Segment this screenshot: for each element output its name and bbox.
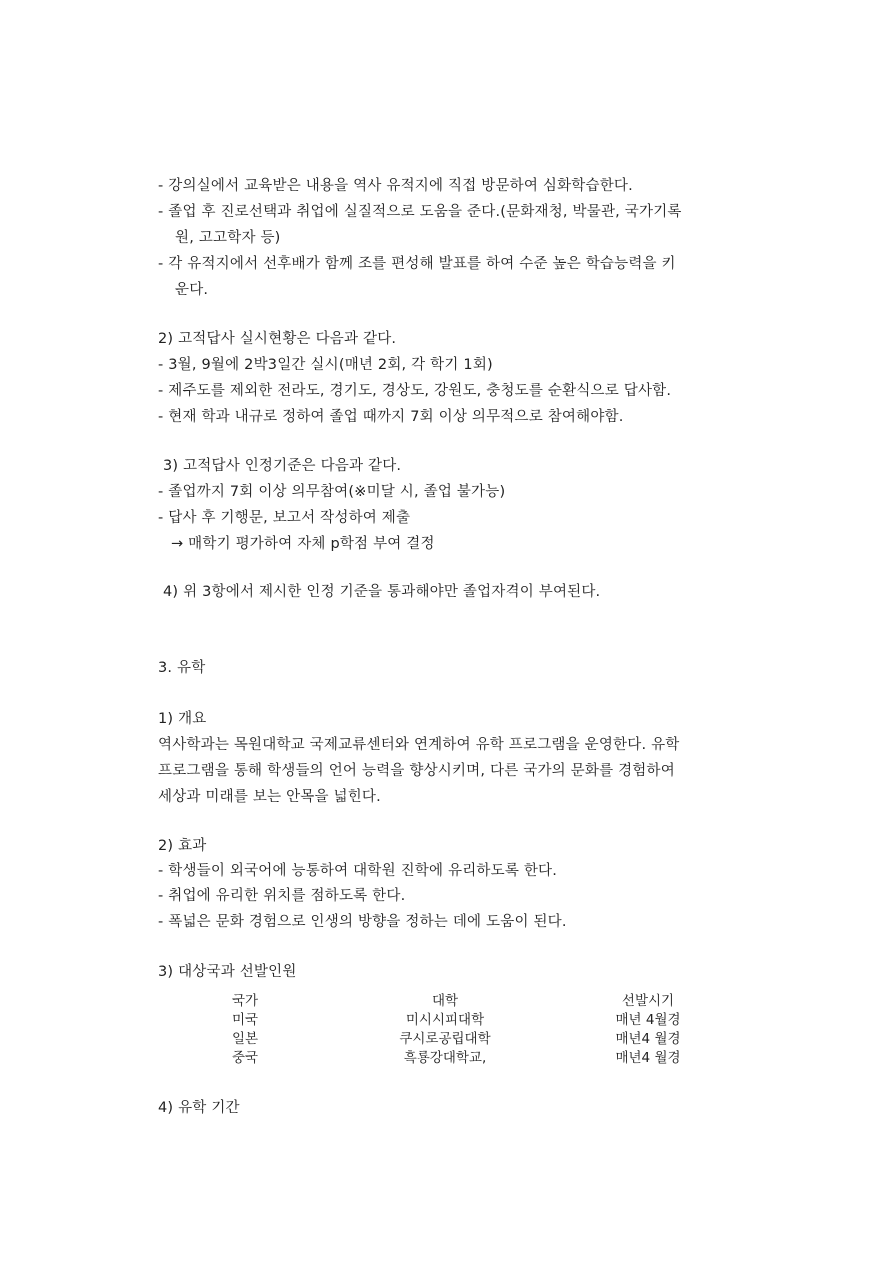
- overview-line-2: 프로그램을 통해 학생들의 언어 능력을 향상시키며, 다른 국가의 문화를 경험하여: [158, 763, 675, 779]
- table-cell: 일본: [231, 1031, 259, 1047]
- section-3-arrow-note: → 매학기 평가하여 자체 p학점 부여 결정: [171, 536, 435, 552]
- overview-line-3: 세상과 미래를 보는 안목을 넓힌다.: [158, 789, 381, 805]
- table-header-selection-period: 선발시기: [621, 993, 675, 1009]
- table-cell: 쿠시로공립대학: [399, 1031, 491, 1047]
- intro-bullet-3-cont: 운다.: [175, 282, 209, 298]
- effect-item-2: - 취업에 유리한 위치를 점하도록 한다.: [158, 888, 406, 904]
- targets-heading: 3) 대상국과 선발인원: [158, 964, 297, 980]
- table-cell: 매년4 월경: [615, 1031, 681, 1047]
- intro-bullet-3: - 각 유적지에서 선후배가 함께 조를 편성해 발표를 하여 수준 높은 학습능력을 키: [158, 256, 676, 272]
- intro-bullet-2-cont: 원, 고고학자 등): [175, 230, 281, 246]
- chapter-title: 3. 유학: [158, 660, 206, 676]
- overview-line-1: 역사학과는 목원대학교 국제교류센터와 연계하여 유학 프로그램을 운영한다. 유학: [158, 737, 680, 753]
- table-cell: 매년 4월경: [615, 1012, 681, 1028]
- section-3-heading: 3) 고적답사 인정기준은 다음과 같다.: [163, 458, 402, 474]
- table-cell: 매년4 월경: [615, 1050, 681, 1066]
- table-cell: 미시시피대학: [405, 1012, 485, 1028]
- effect-heading: 2) 효과: [158, 838, 207, 854]
- section-4-text: 4) 위 3항에서 제시한 인정 기준을 통과해야만 졸업자격이 부여된다.: [163, 584, 601, 600]
- table-cell: 흑룡강대학교,: [403, 1050, 487, 1066]
- section-3-item-1: - 졸업까지 7회 이상 의무참여(※미달 시, 졸업 불가능): [158, 484, 506, 500]
- table-cell: 미국: [231, 1012, 259, 1028]
- section-3-item-2: - 답사 후 기행문, 보고서 작성하여 제출: [158, 510, 411, 526]
- section-2-heading: 2) 고적답사 실시현황은 다음과 같다.: [158, 331, 397, 347]
- effect-item-3: - 폭넓은 문화 경험으로 인생의 방향을 정하는 데에 도움이 된다.: [158, 914, 567, 930]
- overview-heading: 1) 개요: [158, 711, 207, 727]
- section-2-item-2: - 제주도를 제외한 전라도, 경기도, 경상도, 강원도, 충청도를 순환식으로 답사함.: [158, 383, 672, 399]
- period-heading: 4) 유학 기간: [158, 1100, 240, 1116]
- section-2-item-1: - 3월, 9월에 2박3일간 실시(매년 2회, 각 학기 1회): [158, 357, 493, 373]
- table-header-country: 국가: [231, 993, 259, 1009]
- intro-bullet-1: - 강의실에서 교육받은 내용을 역사 유적지에 직접 방문하여 심화학습한다.: [158, 178, 633, 194]
- table-header-university: 대학: [431, 993, 459, 1009]
- table-cell: 중국: [231, 1050, 259, 1066]
- intro-bullet-2: - 졸업 후 진로선택과 취업에 실질적으로 도움을 준다.(문화재청, 박물관, 국가기록: [158, 204, 682, 220]
- effect-item-1: - 학생들이 외국어에 능통하여 대학원 진학에 유리하도록 한다.: [158, 863, 558, 879]
- section-2-item-3: - 현재 학과 내규로 정하여 졸업 때까지 7회 이상 의무적으로 참여해야함.: [158, 409, 624, 425]
